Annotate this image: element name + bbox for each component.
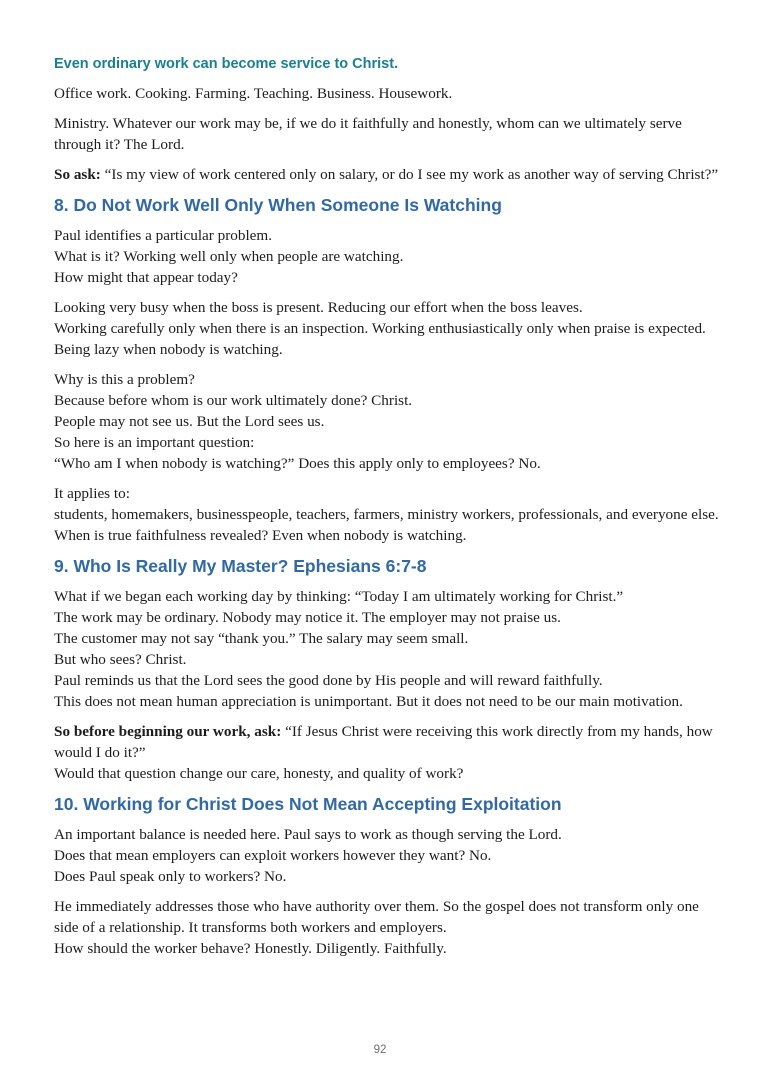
text-line: Because before whom is our work ultimately done? Christ. xyxy=(54,392,413,409)
section-10-paragraph-1 xyxy=(54,824,726,887)
section-9-heading: 9. Who Is Really My Master? Ephesians 6:7-8 xyxy=(54,556,427,576)
text-line: He immediately addresses those who have authority over them. So the gospel does not transform only one side of a relationship. It transforms both workers and employers. xyxy=(54,898,699,936)
section-9-paragraph-1 xyxy=(54,586,726,712)
text-line: students, homemakers, businesspeople, teachers, farmers, ministry workers, professionals, and everyone else. xyxy=(54,506,719,523)
section-8-paragraph-3 xyxy=(54,369,726,474)
text-line: How might that appear today? xyxy=(54,269,238,286)
text-line: Paul reminds us that the Lord sees the good done by His people and will reward faithfully. xyxy=(54,672,603,689)
text-line: How should the worker behave? Honestly. Diligently. Faithfully. xyxy=(54,940,447,957)
text-line: This does not mean human appreciation is unimportant. But it does not need to be our main motivation. xyxy=(54,693,683,710)
text-line: Does that mean employers can exploit workers however they want? No. xyxy=(54,847,492,864)
intro-paragraph-3 xyxy=(54,164,726,185)
text-line: Looking very busy when the boss is present. Reducing our effort when the boss leaves. xyxy=(54,299,583,316)
section-8-paragraph-4 xyxy=(54,483,726,546)
section-8-paragraph-2 xyxy=(54,297,726,360)
text-line: People may not see us. But the Lord sees us. xyxy=(54,413,325,430)
text-line: Would that question change our care, honesty, and quality of work? xyxy=(54,765,464,782)
text-line: What is it? Working well only when people are watching. xyxy=(54,248,404,265)
so-ask-label: So ask: xyxy=(54,166,101,183)
before-work-question: “If Jesus Christ were receiving this work directly from my hands, how would I do it?” xyxy=(54,723,713,761)
text-line: What if we began each working day by thinking: “Today I am ultimately working for Christ.” xyxy=(54,588,624,605)
text-line: The work may be ordinary. Nobody may notice it. The employer may not praise us. xyxy=(54,609,561,626)
before-work-label: So before beginning our work, ask: xyxy=(54,723,282,740)
text-line: It applies to: xyxy=(54,485,130,502)
text-line: But who sees? Christ. xyxy=(54,651,187,668)
intro-subheading: Even ordinary work can become service to Christ. xyxy=(54,56,399,72)
text-line: So here is an important question: xyxy=(54,434,255,451)
text-line: “Who am I when nobody is watching?” Does this apply only to employees? No. xyxy=(54,455,541,472)
text-line: The customer may not say “thank you.” The salary may seem small. xyxy=(54,630,469,647)
intro-paragraph-1: Office work. Cooking. Farming. Teaching. Business. Housework. xyxy=(54,85,453,102)
text-line: Does Paul speak only to workers? No. xyxy=(54,868,287,885)
intro-paragraph-2: Ministry. Whatever our work may be, if we do it faithfully and honestly, whom can we ultimately serve through it? The Lord. xyxy=(54,115,682,153)
section-10-heading: 10. Working for Christ Does Not Mean Accepting Exploitation xyxy=(54,794,562,814)
section-8-heading: 8. Do Not Work Well Only When Someone Is Watching xyxy=(54,195,502,215)
page-content xyxy=(54,55,726,968)
text-line: An important balance is needed here. Paul says to work as though serving the Lord. xyxy=(54,826,562,843)
section-10-paragraph-2 xyxy=(54,896,726,959)
text-line: Working carefully only when there is an inspection. Working enthusiastically only when praise is expected. Being lazy when nobody is watching. xyxy=(54,320,706,358)
section-8-paragraph-1 xyxy=(54,225,726,288)
text-line: Why is this a problem? xyxy=(54,371,195,388)
so-ask-question: “Is my view of work centered only on salary, or do I see my work as another way of serving Christ?” xyxy=(100,166,719,183)
page-number: 92 xyxy=(373,1044,387,1056)
text-line: Paul identifies a particular problem. xyxy=(54,227,273,244)
text-line: When is true faithfulness revealed? Even when nobody is watching. xyxy=(54,527,467,544)
section-9-paragraph-2 xyxy=(54,721,726,784)
